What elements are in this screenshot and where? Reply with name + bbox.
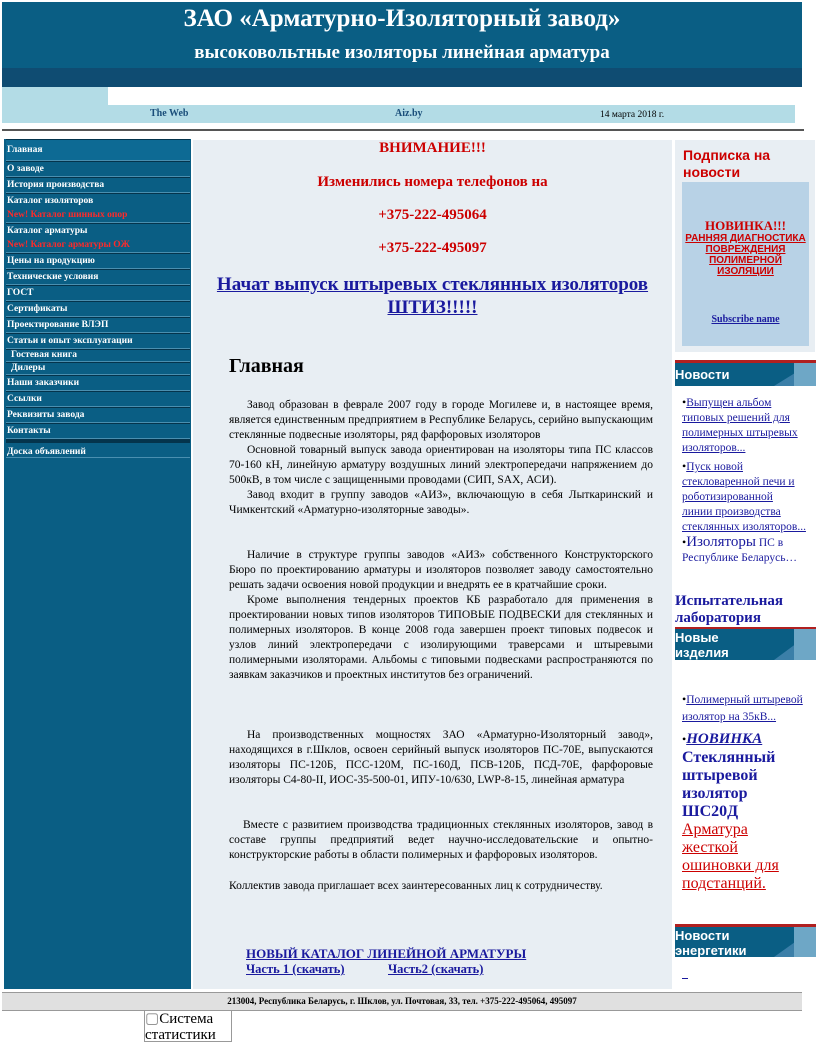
- page-heading: Главная: [229, 355, 304, 377]
- intro-block: [229, 398, 653, 518]
- bar-decor: [794, 363, 816, 386]
- site-header: [2, 2, 802, 68]
- product-link-shs20d[interactable]: Стеклянный штыревой изолятор ШС20Д: [682, 749, 776, 820]
- news-link-rest: ПС в Республике Беларусь…: [682, 537, 797, 564]
- header-divider: [2, 129, 804, 131]
- subscribe-title: Подписка на новости: [683, 147, 771, 180]
- news-title: Новости: [675, 367, 730, 382]
- nav-item-customers[interactable]: [6, 375, 190, 391]
- para-bureau: Наличие в структуре группы заводов «АИЗ» собственного Конструкторского Бюро по проектированию арматуры и изоляторов позволяет заводу самостоятельно решать задачи освоения новой продукции и внедрять ее в кратчайшие сроки.: [229, 549, 653, 591]
- test-lab-link[interactable]: Испытательная лаборатория: [675, 593, 783, 626]
- current-date: 14 марта 2018 г.: [600, 110, 665, 120]
- header-bar: [2, 68, 802, 87]
- site-subtitle: высоковольтные изоляторы линейная арматура: [194, 42, 610, 63]
- energy-news-title: Новости энергетики: [675, 928, 747, 957]
- stats-alt-text: Система статистики: [145, 1011, 216, 1042]
- invitation-block: [229, 879, 653, 894]
- main-content: [193, 140, 672, 989]
- aiz-link[interactable]: Aiz.by: [395, 108, 423, 119]
- novinka-label: НОВИНКА!!!: [705, 218, 786, 233]
- news-link-album[interactable]: Выпущен альбом типовых решений для полимерных штыревых изоляторов...: [682, 397, 798, 454]
- nav-label: Главная: [7, 145, 43, 155]
- news-item: [682, 535, 806, 566]
- nav-item-insulator-catalog[interactable]: [6, 193, 190, 223]
- nav-label: Статьи и опыт эксплуатации: [7, 336, 133, 346]
- nav-label: Цены на продукцию: [7, 256, 95, 266]
- attention-notice: ВНИМАНИЕ!!!: [379, 140, 486, 156]
- nav-item-board[interactable]: [6, 439, 190, 458]
- nav-label: Сертификаты: [7, 304, 68, 314]
- nav-label: О заводе: [7, 164, 44, 174]
- energy-news-link[interactable]: [682, 968, 688, 979]
- design-bureau-block: [229, 548, 653, 683]
- nav-label: Дилеры: [11, 363, 46, 373]
- nav-label: Гостевая книга: [11, 350, 77, 360]
- shtiz-announcement-link[interactable]: Начат выпуск штыревых стеклянных изоляторов ШТИЗ!!!!!: [216, 274, 649, 318]
- para-production: На производственных мощностях ЗАО «Арматурно-Изоляторный завод», находящихся в г.Шклов, освоен серийный выпуск изоляторов ПС-70Е, выпускаются изоляторы ПС-120Б, ПСС-120М, ПС-160Д, ПСВ-120Б, ПСД-70Е, фарфоровые изоляторы С4-80-II, ИОС-35-500-01, ИПУ-10/630, LWP-8-15, линейная арматура: [229, 729, 653, 786]
- bullet: •: [682, 535, 687, 549]
- nav-label: Реквизиты завода: [7, 410, 85, 420]
- novinka-badge: НОВИНКА: [686, 731, 763, 747]
- research-block: [229, 818, 653, 863]
- early-diagnostics-link[interactable]: РАННЯЯ ДИАГНОСТИКА ПОВРЕЖДЕНИЯ ПОЛИМЕРНОЙ ИЗОЛЯЦИИ: [685, 233, 806, 277]
- product-link-polymer[interactable]: Полимерный штыревой изолятор на 35кВ...: [682, 694, 803, 723]
- nav-label: Ссылки: [7, 394, 42, 404]
- nav-label: Каталог арматуры: [7, 226, 88, 236]
- nav-label: Контакты: [7, 426, 51, 436]
- nav-item-links[interactable]: [6, 391, 190, 407]
- para-products: Основной товарный выпуск завода ориентирован на изоляторы типа ПС классов 70-160 кН, линейную арматуру воздушных линий электропередачи напряжением до 500кВ, в том числе с защищенными проводами (СИП, SAX, АСИ).: [229, 444, 653, 486]
- nav-item-contacts[interactable]: [6, 423, 190, 439]
- phones-changed-notice: Изменились номера телефонов на: [317, 174, 548, 190]
- footer-address: 213004, Республика Беларусь, г. Шклов, ул. Почтовая, 33, тел. +375-222-495064, 495097: [2, 992, 802, 1011]
- the-web-link[interactable]: The Web: [150, 108, 189, 119]
- new-products-title: Новые изделия: [675, 630, 729, 660]
- news-list: [682, 395, 806, 566]
- broken-image-icon: ▢: [145, 1011, 160, 1027]
- bullet: •: [682, 459, 687, 473]
- left-nav: [4, 139, 191, 989]
- nav-item-certificates[interactable]: [6, 301, 190, 317]
- catalog-part1-download[interactable]: Часть 1 (скачать): [246, 962, 345, 976]
- news-item: [682, 459, 806, 535]
- new-products-bar: [675, 629, 816, 660]
- nav-item-about[interactable]: [6, 161, 190, 177]
- news-link-furnace[interactable]: Пуск новой стекловаренной печи и роботизированной линии производства стеклянных изоляторов...: [682, 461, 806, 533]
- production-block: [229, 728, 653, 788]
- para-invitation: Коллектив завода приглашает всех заинтересованных лиц к сотрудничеству.: [229, 880, 603, 892]
- nav-label: Доска объявлений: [7, 447, 86, 457]
- nav-sublink-oj-catalog[interactable]: New! Каталог арматуры ОЖ: [7, 240, 130, 250]
- nav-label: Каталог изоляторов: [7, 196, 94, 206]
- bullet: •: [682, 395, 687, 409]
- nav-item-history[interactable]: [6, 177, 190, 193]
- nav-item-dealers[interactable]: [6, 362, 190, 375]
- para-typical-designs: Кроме выполнения тендерных проектов КБ разработало для применения в проектировании новых типов изоляторов ТИПОВЫЕ ПОДВЕСКИ для стеклянных и полимерных изоляторов. В конце 2008 года завершен проект типовых подвесок и узлов линий электропередачи с изолирующими траверсами и штыревыми полимерными изоляторами. Альбомы с типовыми подвесками распространяются по заявкам заказчиков и проектных институтов без ограничений.: [229, 594, 653, 681]
- para-group: Завод входит в группу заводов «АИЗ», включающую в себя Лыткаринский и Чимкентский «Арматурно-изоляторные заводы».: [229, 489, 653, 516]
- nav-sublink-busbar-catalog[interactable]: New! Каталог шинных опор: [7, 210, 128, 220]
- news-section-bar: [675, 363, 816, 386]
- site-title: ЗАО «Арматурно-Изоляторный завод»: [183, 5, 621, 32]
- nav-label: ГОСТ: [7, 288, 34, 298]
- nav-label: Технические условия: [7, 272, 99, 282]
- product-item: [682, 692, 806, 726]
- nav-item-home[interactable]: [6, 139, 190, 161]
- subscribe-name-link[interactable]: Subscribe name: [711, 314, 780, 325]
- nav-label: Проектирование ВЛЭП: [7, 320, 109, 330]
- products-list: [682, 692, 806, 893]
- bullet: •: [682, 732, 687, 746]
- new-catalog-link[interactable]: НОВЫЙ КАТАЛОГ ЛИНЕЙНОЙ АРМАТУРЫ: [246, 946, 527, 961]
- news-item: [682, 395, 806, 456]
- nav-item-articles[interactable]: [6, 333, 190, 349]
- bar-decor: [794, 927, 816, 957]
- subscribe-box: [675, 140, 815, 352]
- nav-item-guestbook[interactable]: [6, 349, 190, 362]
- bar-decor: [794, 629, 816, 660]
- nav-item-design[interactable]: [6, 317, 190, 333]
- bullet: •: [682, 692, 687, 706]
- phone-number-2: +375-222-495097: [378, 240, 487, 256]
- news-link-big: Изоляторы: [686, 534, 756, 550]
- stats-counter-image[interactable]: [144, 1010, 232, 1042]
- product-link-busbar-fittings[interactable]: Арматура жесткой ошиновки для подстанций.: [682, 821, 779, 892]
- phone-number-1: +375-222-495064: [378, 207, 487, 223]
- nav-item-fittings-catalog[interactable]: [6, 223, 190, 253]
- catalog-part2-download[interactable]: Часть2 (скачать): [388, 962, 484, 976]
- energy-news-bar: [675, 927, 816, 957]
- nav-item-specs[interactable]: [6, 269, 190, 285]
- subscribe-panel: [682, 182, 809, 346]
- para-research: Вместе с развитием производства традиционных стеклянных изоляторов, завод в составе группы предприятий ведет научно-исследовательские и опытно-конструкторские работы в области полимерных и фарфоровых изоляторов.: [229, 819, 653, 861]
- news-link-insulators[interactable]: [682, 534, 797, 564]
- nav-item-requisites[interactable]: [6, 407, 190, 423]
- nav-item-prices[interactable]: [6, 253, 190, 269]
- nav-item-gost[interactable]: [6, 285, 190, 301]
- para-founded: Завод образован в феврале 2007 году в городе Могилеве и, в настоящее время, является единственным предприятием в Республике Беларусь, серийно выпускающим стеклянные подвесные изоляторы, ряд фарфоровых изоляторов: [229, 399, 653, 441]
- product-item: [682, 730, 806, 893]
- nav-label: История производства: [7, 180, 105, 190]
- nav-label: Наши заказчики: [7, 378, 80, 388]
- header-band-left: [2, 87, 108, 105]
